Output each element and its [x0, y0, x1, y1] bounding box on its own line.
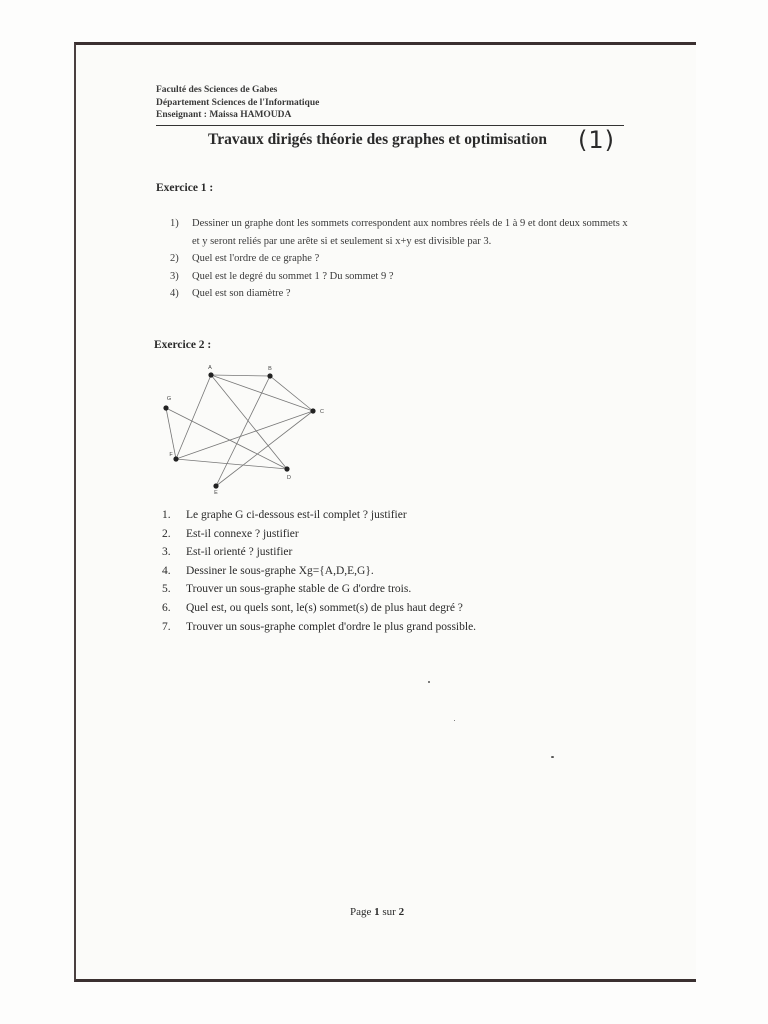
graph-edge-ab	[211, 375, 270, 376]
exercise-1-heading: Exercice 1 :	[156, 182, 214, 194]
title-number: (1)	[578, 126, 615, 154]
paper-speck	[551, 756, 554, 758]
item-text: Le graphe G ci-dessous est-il complet ? justifier	[186, 509, 407, 521]
item-number: 7.	[162, 620, 171, 633]
footer-page-of: sur	[382, 906, 396, 918]
graph-vertex-label-e: E	[214, 490, 218, 496]
header-faculty: Faculté des Sciences de Gabes	[156, 85, 278, 95]
item-text: Trouver un sous-graphe stable de G d'ordre trois.	[186, 583, 412, 596]
graph-vertex-label-b: B	[268, 366, 272, 372]
graph-edge-af	[176, 375, 211, 459]
header-department: Département Sciences de l'Informatique	[156, 97, 320, 108]
item-text: Quel est, ou quels sont, le(s) sommet(s) de plus haut degré ?	[186, 601, 463, 614]
item-number: 3)	[170, 270, 179, 282]
list-item	[162, 506, 602, 525]
graph-vertex-label-f: F	[169, 452, 173, 458]
graph-edge-bc	[270, 376, 313, 411]
list-item	[170, 215, 630, 250]
page-title: Travaux dirigés théorie des graphes et optimisation	[208, 131, 547, 148]
graph-vertex-b	[267, 373, 272, 378]
item-text: Trouver un sous-graphe complet d'ordre le plus grand possible.	[186, 620, 477, 633]
footer-page-current: 1	[374, 906, 380, 918]
item-text: Quel est l'ordre de ce graphe ?	[192, 253, 320, 264]
graph-vertex-e	[213, 483, 218, 488]
item-number: 4)	[170, 288, 179, 299]
item-number: 2)	[170, 253, 179, 264]
item-text: Dessiner le sous-graphe Xg={A,D,E,G}.	[186, 564, 374, 577]
list-item	[162, 562, 602, 581]
item-text: Dessiner un graphe dont les sommets correspondent aux nombres réels de 1 à 9 et dont deux sommets x et y seront reliés par une arête si et seulement si x+y est divisible par 3.	[192, 218, 628, 247]
item-text: Quel est son diamètre ?	[192, 288, 291, 299]
item-text: Est-il orienté ? justifier	[186, 546, 293, 559]
list-item	[162, 580, 602, 599]
exercise-1-list	[170, 215, 630, 303]
item-number: 5.	[162, 583, 171, 596]
graph-vertex-c	[310, 408, 315, 413]
item-number: 3.	[162, 546, 171, 559]
list-item	[162, 599, 602, 618]
paper-speck	[428, 681, 430, 683]
paper-speck	[454, 720, 455, 721]
item-number: 1)	[170, 218, 179, 229]
graph-vertex-label-a: A	[208, 365, 212, 371]
graph-vertex-d	[284, 466, 289, 471]
list-item	[162, 543, 602, 562]
item-number: 1.	[162, 509, 171, 521]
graph-vertex-label-c: C	[320, 409, 324, 415]
graph-edge-be	[216, 376, 270, 486]
graph-vertex-label-d: D	[287, 475, 291, 481]
list-item	[170, 285, 630, 303]
list-item	[162, 618, 602, 637]
item-number: 4.	[162, 564, 171, 577]
graph-vertex-g	[163, 405, 168, 410]
document-header	[156, 84, 319, 122]
item-text: Est-il connexe ? justifier	[186, 527, 299, 540]
list-item	[170, 250, 630, 268]
graph-vertex-f	[173, 456, 178, 461]
list-item	[162, 525, 602, 544]
graph-edge-ad	[211, 375, 287, 469]
graph-vertex-a	[208, 372, 213, 377]
footer-page-label: Page	[350, 906, 372, 918]
item-number: 6.	[162, 601, 171, 614]
graph-edge-ec	[216, 411, 313, 486]
exercise-2-list	[162, 506, 602, 636]
exercise-2-heading: Exercice 2 :	[154, 339, 212, 351]
footer-page-total: 2	[398, 906, 405, 918]
graph-figure	[150, 358, 340, 498]
list-item	[170, 268, 630, 286]
page-footer	[350, 906, 404, 918]
header-teacher: Enseignant : Maissa HAMOUDA	[156, 110, 292, 120]
graph-vertex-label-g: G	[166, 396, 172, 402]
graph-edge-cf	[176, 411, 313, 459]
item-text: Quel est le degré du sommet 1 ? Du sommet 9 ?	[192, 270, 394, 282]
title-rule	[156, 125, 624, 126]
item-number: 2.	[162, 527, 171, 540]
